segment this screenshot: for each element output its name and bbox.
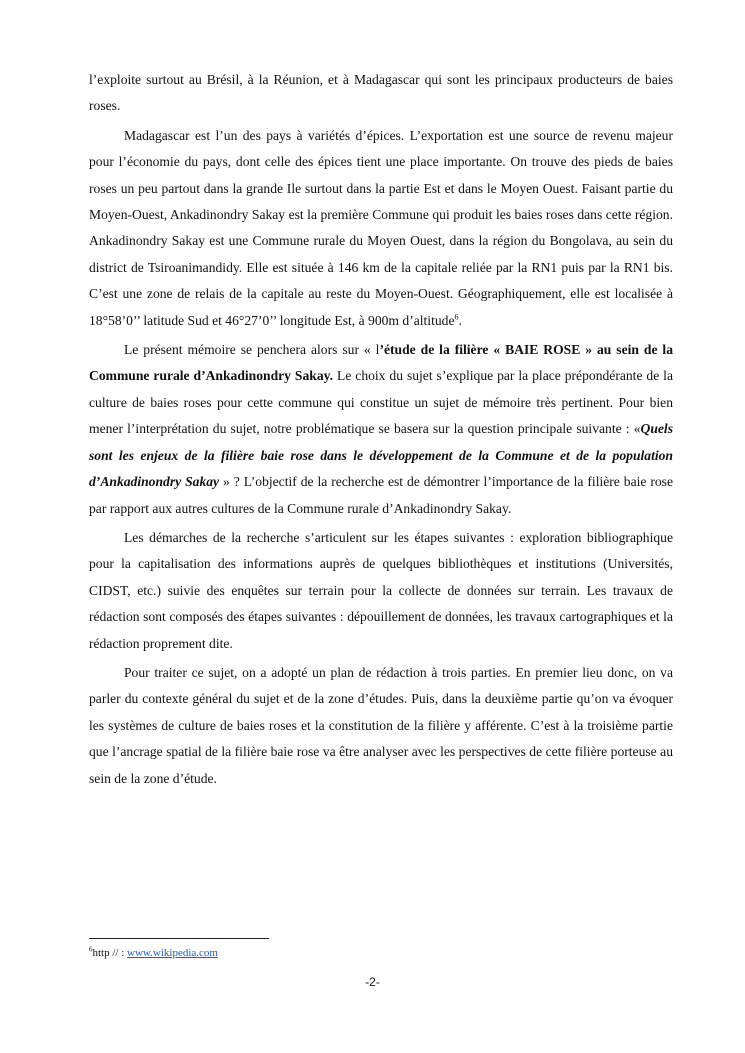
document-body xyxy=(89,67,673,792)
paragraph-plan: Pour traiter ce sujet, on a adopté un plan de rédaction à trois parties. En premier lieu donc, on va parler du contexte général du sujet et de la zone d’études. Puis, dans la deuxième partie qu’on va évoquer les systèmes de culture de baies roses et la constitution de la filière y afférente. C’est à la troisième partie que l’ancrage spatial de la filière baie rose va être analyser avec les perspectives de cette filière porteuse au sein de la zone d’étude. xyxy=(89,664,673,786)
research-question: Quels sont les enjeux de la filière baie rose dans le développement de la Commune et de la population d’Ankadinondry Sakay xyxy=(89,421,673,490)
paragraph-madagascar-end: . xyxy=(458,312,462,328)
page-number: -2- xyxy=(365,975,380,989)
objective-title-bold: ’étude de la filière « BAIE ROSE » au sein de la Commune rurale d’Ankadinondry Sakay. xyxy=(89,342,673,384)
objective-text-a: Le présent mémoire se penchera alors sur « l xyxy=(124,342,380,358)
footnote-number: 6 xyxy=(89,945,93,954)
footnote-link[interactable]: www.wikipedia.com xyxy=(127,947,218,959)
objective-text-c: » ? L’objectif de la recherche est de démontrer l’importance de la filière baie rose par rapport aux autres cultures de la Commune rurale d’Ankadinondry Sakay. xyxy=(89,474,673,516)
paragraph-objective xyxy=(89,337,673,522)
paragraph-intro: l’exploite surtout au Brésil, à la Réunion, et à Madagascar qui sont les principaux producteurs de baies roses. xyxy=(89,72,673,114)
footnote-reference[interactable]: 6 xyxy=(454,312,459,322)
footnote-separator xyxy=(89,938,269,939)
paragraph-madagascar xyxy=(89,123,673,334)
objective-text-b: Le choix du sujet s’explique par la place prépondérante de la culture de baies roses pour cette commune qui constitue un sujet de mémoire très pertinent. Pour bien mener l’interprétation du sujet, notre problématique se basera sur la question principale suivante : « xyxy=(89,368,673,437)
footnote-prefix: http // : xyxy=(92,947,128,959)
paragraph-methodology: Les démarches de la recherche s’articulent sur les étapes suivantes : exploration bibliographique pour la capitalisation des informations auprès de quelques bibliothèques et institutions (Universités, CIDST, etc.) suivie des enquêtes sur terrain pour la collecte de données sur terrain. Les travaux de rédaction sont composés des étapes suivantes : dépouillement de données, les travaux cartographiques et la rédaction proprement dite. xyxy=(89,529,673,651)
paragraph-madagascar-text: Madagascar est l’un des pays à variétés d’épices. L’exportation est une source de revenu majeur pour l’économie du pays, dont celle des épices tient une place importante. On trouve des pieds de baies roses un peu partout dans la grande Ile surtout dans la partie Est et dans le Moyen Ouest. Faisant partie du Moyen-Ouest, Ankadinondry Sakay est la première Commune qui produit les baies roses dans cette région. Ankadinondry Sakay est une Commune rurale du Moyen Ouest, dans la région du Bongolava, au sein du district de Tsiroanimandidy. Elle est située à 146 km de la capitale reliée par la RN1 puis par la RN1 bis. C’est une zone de relais de la capitale au reste du Moyen-Ouest. Géographiquement, elle est localisée à 18°58’0’’ latitude Sud et 46°27’0’’ longitude Est, à 900m d’altitude xyxy=(89,127,673,328)
footnote xyxy=(89,946,218,960)
